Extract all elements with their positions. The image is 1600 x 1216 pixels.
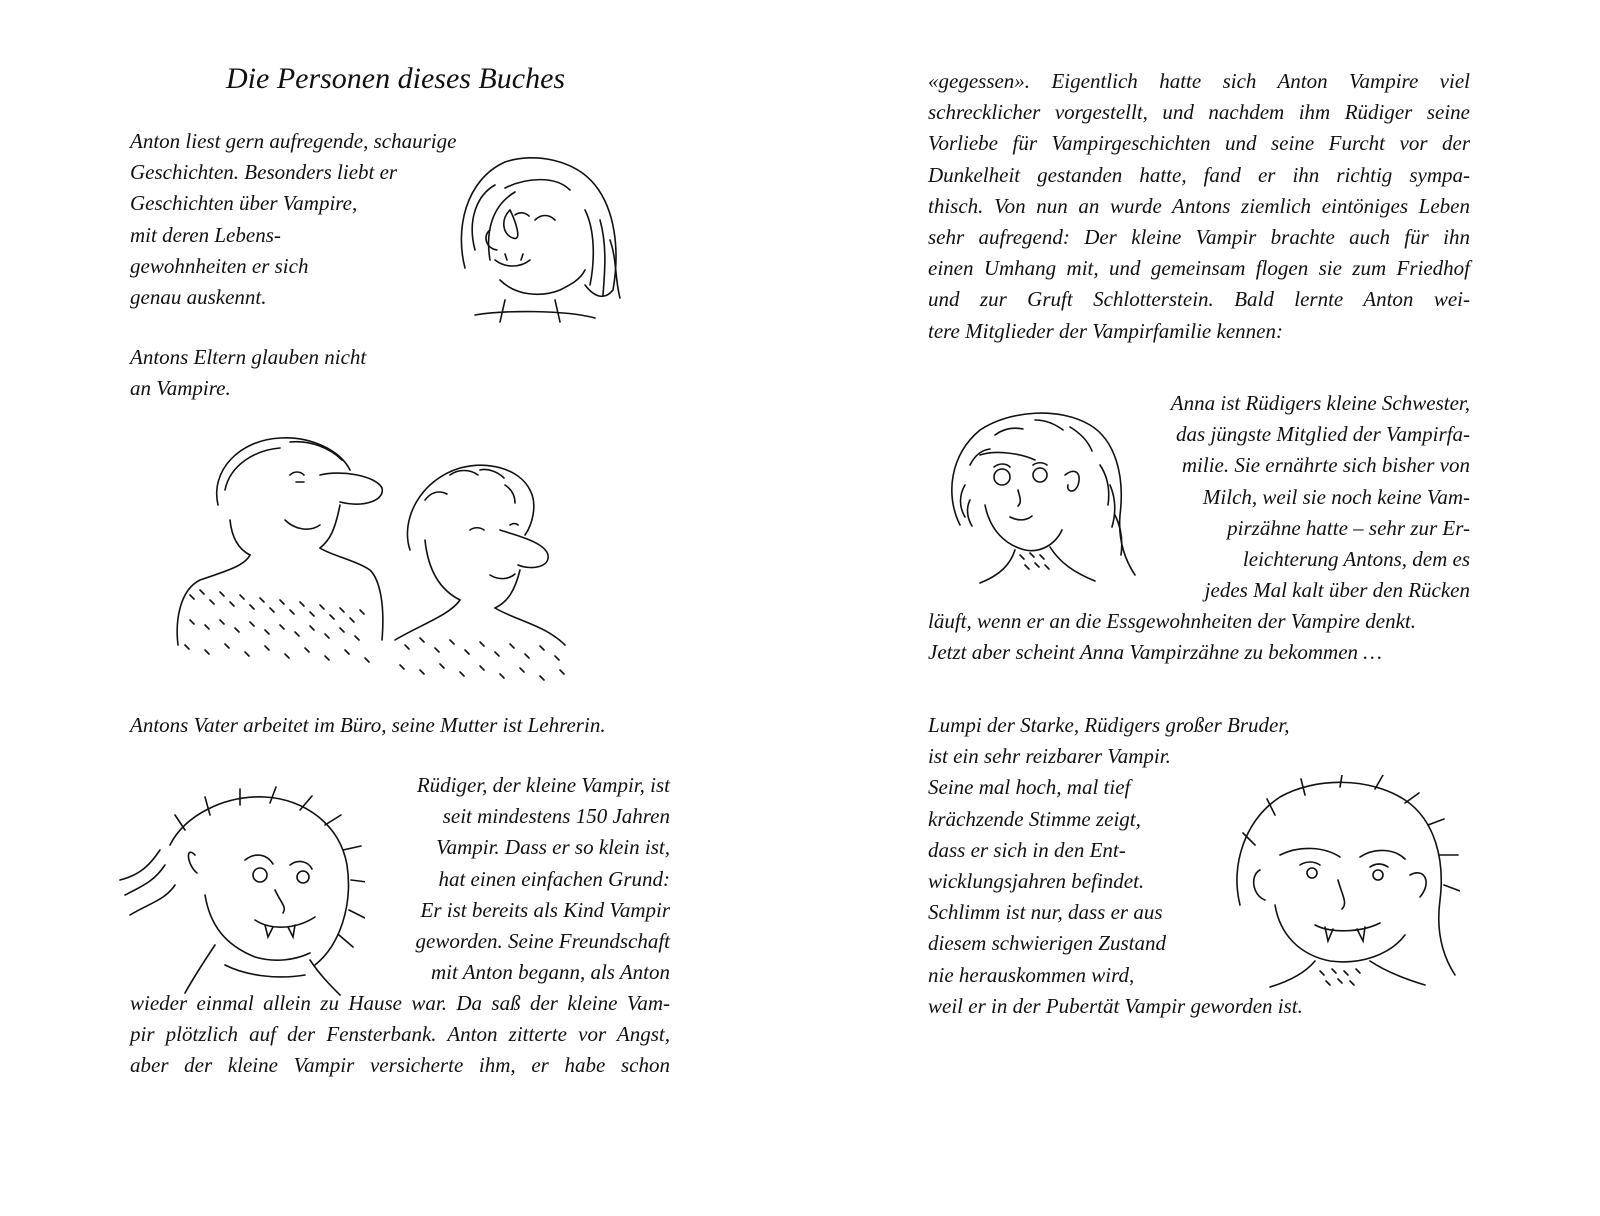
text-line: jedes Mal kalt über den Rücken	[1204, 578, 1470, 603]
text-line: nie herauskommen wird,	[928, 962, 1135, 987]
text-line: gewohnheiten er sich	[130, 253, 309, 278]
text-line: Milch, weil sie noch keine Vam-	[1202, 484, 1470, 509]
text-line: Seine mal hoch, mal tief	[928, 775, 1131, 800]
ruediger-paragraph-right	[360, 770, 670, 988]
text-line: Geschichten. Besonders liebt er	[130, 160, 398, 185]
text-line: an Vampire.	[130, 376, 231, 401]
text-line: genau auskennt.	[130, 285, 267, 310]
text-line: geworden. Seine Freundschaft	[415, 929, 670, 954]
text-line: Dunkelheit gestanden hatte, fand er ihn richtig sympa-	[928, 162, 1470, 187]
ruediger-paragraph-full	[130, 988, 670, 1082]
text-line: mit Anton begann, als Anton	[431, 960, 670, 985]
text-line: Lumpi der Starke, Rüdigers großer Bruder,	[928, 713, 1290, 737]
text-line: dass er sich in den Ent-	[928, 837, 1126, 862]
parents-jobs-paragraph	[130, 710, 606, 741]
ruediger-portrait-drawing	[115, 785, 365, 1000]
text-line: Geschichten über Vampire,	[130, 191, 358, 216]
anton-paragraph	[130, 126, 456, 313]
text-line: pirzähne hatte – sehr zur Er-	[1227, 515, 1470, 540]
text-line: weil er in der Pubertät Vampir geworden ist.	[928, 993, 1303, 1018]
text-line: milie. Sie ernährte sich bisher von	[1181, 453, 1470, 478]
text-line: seit mindestens 150 Jahren	[442, 804, 670, 829]
text-line: Rüdiger, der kleine Vampir, ist	[416, 773, 670, 797]
anna-paragraph-full	[928, 606, 1470, 668]
text-line: ist ein sehr reizbarer Vampir.	[928, 744, 1171, 769]
text-line: leichterung Antons, dem es	[1242, 547, 1470, 572]
parents-portrait-drawing	[170, 430, 580, 685]
continuation-paragraph	[928, 66, 1470, 347]
text-line: hat einen einfachen Grund:	[438, 866, 670, 891]
text-line: wieder einmal allein zu Hause war. Da saß der kleine Vam-	[130, 991, 670, 1015]
anna-paragraph-right	[1100, 388, 1470, 606]
text-line: Anna ist Rüdigers kleine Schwester,	[1170, 391, 1470, 415]
text-line: diesem schwierigen Zustand	[928, 931, 1166, 956]
text-line: sehr aufregend: Der kleine Vampir brachte auch für ihn	[928, 225, 1470, 250]
text-line: thisch. Von nun an wurde Antons ziemlich eintöniges Leben	[928, 193, 1470, 218]
right-page	[800, 0, 1600, 1216]
text-line: mit deren Lebens-	[130, 222, 281, 247]
text-line: und zur Gruft Schlotterstein. Bald lernte Anton wei-	[928, 287, 1470, 312]
text-line: Anton liest gern aufregende, schaurige	[130, 129, 457, 153]
lumpi-portrait-drawing	[1220, 775, 1460, 990]
page-title: Die Personen dieses Buches	[226, 62, 566, 95]
text-line: Antons Vater arbeitet im Büro, seine Mutter ist Lehrerin.	[130, 713, 606, 737]
text-line: pir plötzlich auf der Fensterbank. Anton zitterte vor Angst,	[130, 1022, 670, 1047]
text-line: Vampir. Dass er so klein ist,	[436, 835, 670, 860]
text-line: tere Mitglieder der Vampirfamilie kennen:	[928, 318, 1283, 343]
text-line: das jüngste Mitglied der Vampirfa-	[1176, 422, 1470, 447]
text-line: einen Umhang mit, und gemeinsam flogen sie zum Friedhof	[928, 256, 1470, 281]
text-line: Vorliebe für Vampirgeschichten und seine Furcht vor der	[928, 131, 1470, 156]
text-line: läuft, wenn er an die Essgewohnheiten der Vampire denkt.	[928, 609, 1416, 633]
text-line: «gegessen». Eigentlich hatte sich Anton Vampire viel	[928, 69, 1470, 93]
text-line: Jetzt aber scheint Anna Vampirzähne zu bekommen …	[928, 640, 1382, 665]
text-line: aber der kleine Vampir versicherte ihm, er habe schon	[130, 1053, 670, 1078]
text-line: schrecklicher vorgestellt, und nachdem ihm Rüdiger seine	[928, 100, 1470, 125]
text-line: wicklungsjahren befindet.	[928, 869, 1145, 894]
parents-paragraph	[130, 342, 366, 404]
anton-portrait-drawing	[445, 150, 635, 325]
text-line: Er ist bereits als Kind Vampir	[420, 897, 670, 922]
text-line: krächzende Stimme zeigt,	[928, 806, 1141, 831]
text-line: Antons Eltern glauben nicht	[130, 345, 367, 369]
text-line: Schlimm ist nur, dass er aus	[928, 900, 1163, 925]
